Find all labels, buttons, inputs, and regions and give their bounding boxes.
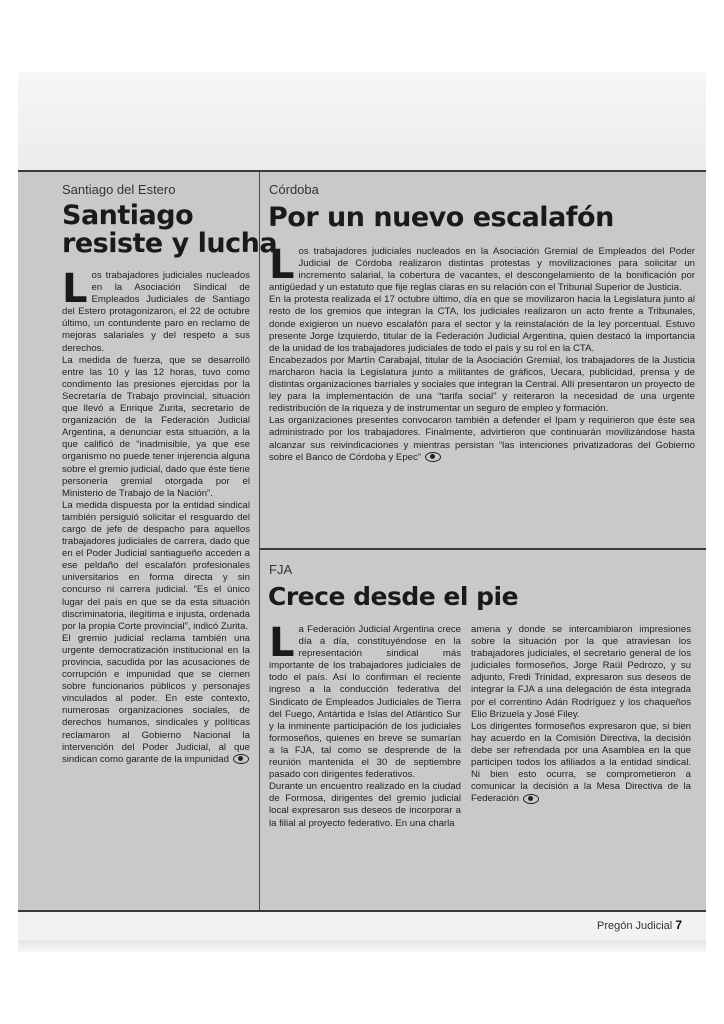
right-top-article-body [269,242,695,464]
page-footer [597,918,682,932]
right-top-paragraph: En la protesta realizada el 17 octubre último, día en que se movilizaron hacia la Legislatura junto al resto de los gremios que integran la CTA, los judiciales realizaron un acto frente a Tribunales, donde exigieron un nuevo escalafón para el sector y la reinstalación de la ley porcentual. Estuvo presente Jorge Izquierdo, titular de la Federación Judicial Argentina, quien destacó la importancia de la unidad de los trabajadores judiciales de todo el país y su rol en la CTA. [269,294,695,354]
page-number: 7 [675,918,682,932]
left-article-body [62,266,250,766]
right-bottom-section-label: FJA [269,562,293,577]
left-paragraph: La medida de fuerza, que se desarrolló entre las 10 y las 12 horas, tuvo como condimento las presiones ejercidas por la Secretaría de Trabajo provincial, situación que llevó a Enrique Zurita, secretario de organización de la Federación Judicial Argentina, a denunciar esta situación, a la que calificó de “inadmisible, ya que ese organismo no puede tener injerencia alguna sobre el gremio judicial, dado que éste tiene personería gremial otorgada por el Ministerio de Trabajo de la Nación”. [62,354,250,499]
right-top-paragraph: Encabezados por Martín Carabajal, titular de la Asociación Gremial, los trabajadores de la Justicia marcharon hacia la Legislatura junto a militantes de gráficos, Uecara, publicidad, prensa y de distintas organizaciones barriales y sociales que integran la Central. Allí presentaron un proyecto de ley para la implementación de una “tarifa social” y reiteraron la necesidad de una urgente redistribución de la riqueza y de instrumentar un seguro de empleo y formación. [269,354,695,415]
right-bottom-paragraph: La Federación Judicial Argentina crece día a día, constituyéndose en la representación sindical más importante de los trabajadores judiciales de todo el país. Así lo confirman el reciente ingreso a la conducción federativa del Sindicato de Empleados Judiciales de Tierra del Fuego, Antártida e Islas del Atlántico Sur y la inminente participación de los judiciales formoseños, quienes en breve se sumarían a la FJA, tal como se desprende de la reunión mantenida el 30 de septiembre pasado con dirigentes federativos. [269,620,461,781]
right-top-headline: Por un nuevo escalafón [268,202,614,233]
right-top-paragraph: Las organizaciones presentes convocaron también a defender el Ipam y requirieron que éste sea administrado por los trabajadores. Finalmente, advirtieron que continuarán movilizándose hasta alcanzar sus reivindicaciones y mientras persistan “las intenciones privatizadoras del Gobierno sobre el Banco de Córdoba y Epec” [269,415,695,463]
left-headline [62,202,277,257]
right-bottom-col2 [471,624,691,805]
article-divider [260,548,706,550]
right-bottom-headline: Crece desde el pie [268,582,519,611]
right-top-dropcap: L [269,242,295,288]
left-headline-line2: resiste y lucha [62,227,278,259]
right-bottom-dropcap: L [269,620,295,666]
publication-name: Pregón Judicial [597,920,673,932]
top-band [18,72,706,172]
eye-icon [425,452,441,462]
left-paragraph: Los trabajadores judiciales nucleados en la Asociación Sindical de Empleados Judiciales de Santiago del Estero protagonizaron, el 22 de octubre último, un contundente paro en reclamo de mejoras salariales y del respeto a sus derechos. [62,266,250,354]
eye-icon [233,754,249,764]
left-section-label: Santiago del Estero [62,182,176,197]
right-top-section-label: Córdoba [269,182,319,197]
right-bottom-paragraph: Durante un encuentro realizado en la ciudad de Formosa, dirigentes del gremio judicial local expresaron sus deseos de incorporar a la filial al proyecto federativo. En una charla [269,781,461,829]
top-rule [18,170,706,172]
left-headline-line1: Santiago [62,200,194,231]
left-dropcap: L [62,266,88,312]
left-paragraph: La medida dispuesta por la entidad sindical también persiguió solicitar el resguardo del cargo de jefe de despacho para aquellos trabajadores judiciales de carrera, dado que en el Poder Judicial santiagueño acceden a ese peldaño del escalafón profesionales universitarios en forma directa y sin concurso ni carrera judicial. “Es el único lugar del país en que se da esta situación discriminatoria, ilegítima e injusta, ordenada por la propia Corte provincial”, indicó Zurita. [62,499,250,632]
left-paragraph: El gremio judicial reclama también una urgente democratización institucional en la provincia, sacudida por las acusaciones de corrupción e impunidad que se ciernen sobre funcionarios públicos y personajes vinculados al poder. En este contexto, numerosas organizaciones sociales, de derechos humanos, sindicales y políticas reclamaron al Gobierno Nacional la intervención del Poder Judicial, al que sindican como garante de la impunidad [62,632,250,765]
eye-icon [523,794,539,804]
page-edge-shadow [18,940,706,952]
column-divider [259,172,260,910]
right-bottom-paragraph: amena y donde se intercambiaron impresiones sobre la situación por la que atraviesan los trabajadores judiciales, el secretario general de los judiciales formoseños, Jorge Raúl Pedrozo, y su adjunto, Fredi Trinidad, expresaron sus deseos de integrar la FJA a una delegación de ésta integrada por el correntino Adán Rodríguez y los chaqueños Elio Brizuela y José Filey. [471,624,691,720]
right-bottom-paragraph: Los dirigentes formoseños expresaron que, si bien hay acuerdo en la Comisión Directiva, la decisión debe ser refrendada por una Asamblea en la que participen todos los afiliados a la entidad sindical. Ni bien esto ocurra, se comprometieron a comunicar la decisión a la Mesa Directiva de la Federación [471,720,691,805]
right-top-paragraph: Los trabajadores judiciales nucleados en la Asociación Gremial de Empleados del Poder Judicial de Córdoba realizaron distintas protestas y movilizaciones para solicitar un incremento salarial, la cobertura de vacantes, el descongelamiento de la bonificación por antigüedad y un estatuto que fije reglas claras en su relación con el Tribunal Superior de Justicia. [269,242,695,294]
bottom-rule [18,910,706,912]
right-bottom-col1 [269,620,461,830]
